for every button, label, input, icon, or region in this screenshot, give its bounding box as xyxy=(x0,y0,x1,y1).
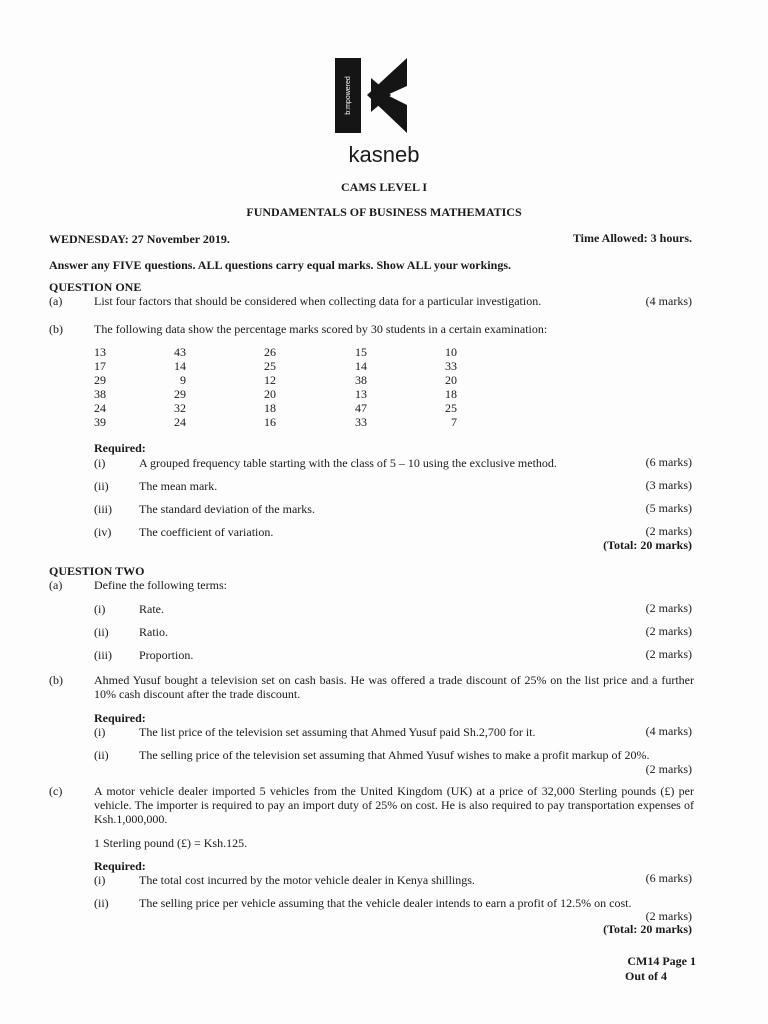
q2-b-item-num: (i) xyxy=(94,725,106,739)
q2-b-item-marks: (4 marks) xyxy=(645,724,692,738)
question-one-title: QUESTION ONE xyxy=(49,280,142,294)
q2-a-item-num: (i) xyxy=(94,602,106,616)
q2-a-item-num: (iii) xyxy=(94,648,112,662)
exam-level: CAMS LEVEL I xyxy=(340,180,428,194)
q1-a-label: (a) xyxy=(49,294,63,308)
table-cell: 33 xyxy=(355,415,367,429)
q2-a-item-text: Proportion. xyxy=(139,648,194,662)
q2-b-label: (b) xyxy=(49,673,63,687)
q2-c-item-num: (ii) xyxy=(94,896,109,910)
table-cell: 33 xyxy=(445,359,457,373)
q2-c-item-num: (i) xyxy=(94,873,106,887)
table-cell: 9 xyxy=(180,373,186,387)
question-two-title: QUESTION TWO xyxy=(49,564,145,578)
table-cell: 43 xyxy=(174,345,186,359)
q1-item-text: A grouped frequency table starting with the class of 5 – 10 using the exclusive method. xyxy=(139,456,557,470)
q2-total: (Total: 20 marks) xyxy=(603,922,692,936)
table-cell: 10 xyxy=(445,345,457,359)
table-cell: 16 xyxy=(264,415,276,429)
table-cell: 20 xyxy=(264,387,276,401)
q1-item-marks: (3 marks) xyxy=(645,478,692,492)
q1-item-text: The coefficient of variation. xyxy=(139,525,274,539)
table-cell: 29 xyxy=(94,373,106,387)
q2-c-item-text: The total cost incurred by the motor vehicle dealer in Kenya shillings. xyxy=(139,873,475,887)
q1-a-text: List four factors that should be considered when collecting data for a particular investigation. xyxy=(94,294,542,308)
table-cell: 26 xyxy=(264,345,276,359)
page-count: Out of 4 xyxy=(625,969,667,983)
table-cell: 24 xyxy=(94,401,106,415)
q1-required: Required: xyxy=(94,441,146,455)
q2-a-item-text: Rate. xyxy=(139,602,164,616)
q2-c-item-marks: (6 marks) xyxy=(645,871,692,885)
q1-item-marks: (6 marks) xyxy=(645,455,692,469)
table-cell: 25 xyxy=(445,401,457,415)
table-cell: 18 xyxy=(264,401,276,415)
q2-a-item-text: Ratio. xyxy=(139,625,168,639)
q2-c-required: Required: xyxy=(94,859,146,873)
table-cell: 32 xyxy=(174,401,186,415)
q1-item-marks: (5 marks) xyxy=(645,501,692,515)
table-cell: 29 xyxy=(174,387,186,401)
exam-subject: FUNDAMENTALS OF BUSINESS MATHEMATICS xyxy=(246,205,522,219)
q2-c-item-marks: (2 marks) xyxy=(645,909,692,923)
q1-item-num: (iii) xyxy=(94,502,112,516)
q1-b-text: The following data show the percentage marks scored by 30 students in a certain examination: xyxy=(94,322,548,336)
q1-a-marks: (4 marks) xyxy=(645,294,692,308)
table-cell: 39 xyxy=(94,415,106,429)
table-cell: 38 xyxy=(94,387,106,401)
time-allowed: Time Allowed: 3 hours. xyxy=(572,231,692,245)
kasneb-logo xyxy=(335,58,407,133)
table-cell: 24 xyxy=(174,415,186,429)
brand-tagline: b:mpowered xyxy=(344,76,352,115)
table-cell: 13 xyxy=(355,387,367,401)
q1-item-num: (i) xyxy=(94,456,106,470)
q2-c-label: (c) xyxy=(49,784,63,798)
q2-b-item-text: The selling price of the television set assuming that Ahmed Yusuf wishes to make a profit markup of 20%. xyxy=(139,748,650,762)
table-cell: 7 xyxy=(451,415,457,429)
exam-date: WEDNESDAY: 27 November 2019. xyxy=(49,232,230,246)
brand-name: kasneb xyxy=(348,142,420,167)
q2-b-item-num: (ii) xyxy=(94,748,109,762)
q2-c-item-text: The selling price per vehicle assuming that the vehicle dealer intends to earn a profit of 12.5% on cost. xyxy=(139,896,632,910)
q1-b-label: (b) xyxy=(49,322,63,336)
page-number: CM14 Page 1 xyxy=(627,954,696,968)
q1-item-marks: (2 marks) xyxy=(645,524,692,538)
table-cell: 47 xyxy=(355,401,367,415)
q2-b-required: Required: xyxy=(94,711,146,725)
q2-a-label: (a) xyxy=(49,578,63,592)
q1-item-text: The standard deviation of the marks. xyxy=(139,502,315,516)
table-cell: 14 xyxy=(355,359,367,373)
q2-b-text: Ahmed Yusuf bought a television set on cash basis. He was offered a trade discount of 25% on the list price and a further 10% cash discount after the trade discount. xyxy=(94,673,694,701)
table-cell: 20 xyxy=(445,373,457,387)
q2-a-item-marks: (2 marks) xyxy=(645,647,692,661)
q2-a-item-num: (ii) xyxy=(94,625,109,639)
q1-item-num: (ii) xyxy=(94,479,109,493)
q2-b-item-marks: (2 marks) xyxy=(645,762,692,776)
table-cell: 17 xyxy=(94,359,106,373)
table-cell: 18 xyxy=(445,387,457,401)
table-cell: 38 xyxy=(355,373,367,387)
q2-b-item-text: The list price of the television set assuming that Ahmed Yusuf paid Sh.2,700 for it. xyxy=(139,725,536,739)
instructions: Answer any FIVE questions. ALL questions carry equal marks. Show ALL your workings. xyxy=(49,258,511,272)
table-cell: 14 xyxy=(174,359,186,373)
table-cell: 15 xyxy=(355,345,367,359)
q2-a-item-marks: (2 marks) xyxy=(645,624,692,638)
q1-item-num: (iv) xyxy=(94,525,112,539)
q2-a-text: Define the following terms: xyxy=(94,578,227,592)
table-cell: 12 xyxy=(264,373,276,387)
q2-c-text: A motor vehicle dealer imported 5 vehicles from the United Kingdom (UK) at a price of 32,000 Sterling pounds (£) per vehicle. The importer is required to pay an import duty of 25% on cost. He is also required to pay transportation expenses of Ksh.1,000,000. xyxy=(94,784,694,826)
q2-c-rate: 1 Sterling pound (£) = Ksh.125. xyxy=(94,836,248,850)
q1-total: (Total: 20 marks) xyxy=(603,538,692,552)
q2-a-item-marks: (2 marks) xyxy=(645,601,692,615)
table-cell: 13 xyxy=(94,345,106,359)
table-cell: 25 xyxy=(264,359,276,373)
q1-item-text: The mean mark. xyxy=(139,479,218,493)
